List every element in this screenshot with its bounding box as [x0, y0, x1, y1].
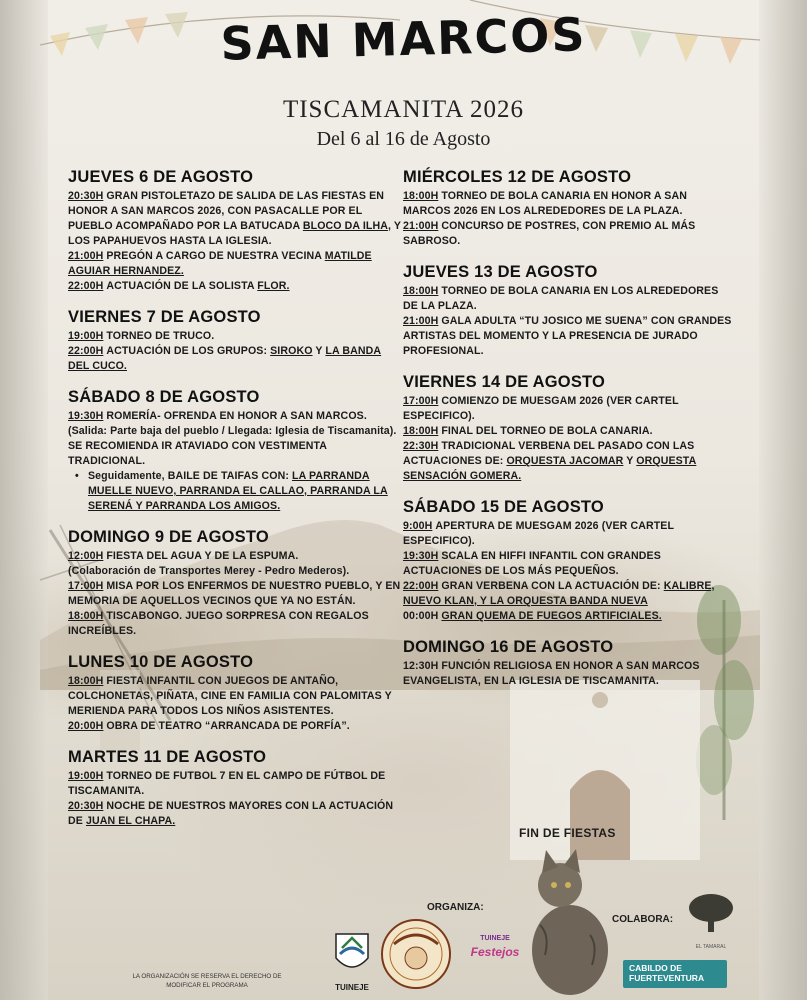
- event-line: [68, 549, 403, 564]
- event-performer: MATILDE AGUIAR HERNANDEZ.: [68, 250, 372, 277]
- event-line: [68, 424, 403, 469]
- event-time: 19:30H: [68, 410, 104, 422]
- tuineje-logo: [330, 928, 374, 992]
- event-text: TORNEO DE BOLA CANARIA EN LOS ALREDEDORES DE LA PLAZA.: [403, 285, 719, 312]
- end-of-festival-label: FIN DE FIESTAS: [519, 826, 616, 840]
- event-performer: KALIBRE, NUEVO KLAN, Y LA ORQUESTA BANDA NUEVA: [403, 580, 715, 607]
- event-text: GALA ADULTA “TU JOSICO ME SUENA” CON GRANDES ARTISTAS DEL MOMENTO Y LA PRESENCIA DE JURADO PROFESIONAL.: [403, 315, 732, 357]
- day-heading: LUNES 10 DE AGOSTO: [68, 653, 254, 671]
- event-text: FINAL DEL TORNEO DE BOLA CANARIA.: [441, 425, 653, 437]
- event-time: 17:00H: [68, 580, 104, 592]
- day-block: [403, 498, 733, 624]
- tuineje-logo-label: TUINEJE: [335, 983, 369, 992]
- event-time: 21:00H: [403, 315, 439, 327]
- event-text: GRAN VERBENA CON LA ACTUACIÓN DE:: [441, 580, 661, 592]
- event-text: GRAN PISTOLETAZO DE SALIDA DE LAS FIESTAS EN HONOR A SAN MARCOS 2026, CON PASACALLE POR EL PUEBLO ACOMPAÑADO POR LA BATUCADA: [68, 190, 385, 232]
- event-line: [403, 519, 733, 549]
- event-performer: GRAN QUEMA DE FUEGOS ARTIFICIALES.: [441, 610, 662, 622]
- event-line: [68, 329, 403, 344]
- right-schedule-column: [403, 168, 733, 703]
- poster-title: SAN MARCOS: [219, 7, 588, 71]
- event-time: 18:00H: [68, 675, 104, 687]
- day-block: [68, 653, 403, 734]
- cabildo-logo: [623, 960, 727, 988]
- event-time: 22:00H: [68, 345, 104, 357]
- event-line: [403, 549, 733, 579]
- event-performer: LA BANDA DEL CUCO.: [68, 345, 382, 372]
- day-block: [403, 168, 733, 249]
- tree-icon: [676, 892, 746, 936]
- san-marcos-fiestas-logo: [380, 918, 452, 990]
- event-text: (Salida: Parte baja del pueblo / Llegada: Iglesia de Tiscamanita). SE RECOMIENDA IR ATAVIADO CON VESTIMENTA TRADICIONAL.: [68, 425, 397, 467]
- event-time: 19:30H: [403, 550, 439, 562]
- day-block: [68, 388, 403, 514]
- event-performer: JUAN EL CHAPA.: [85, 815, 176, 827]
- event-time: 21:00H: [403, 220, 439, 232]
- event-performer: ORQUESTA SENSACIÓN GOMERA.: [403, 455, 697, 482]
- event-time: 22:00H: [68, 280, 104, 292]
- event-line: [403, 189, 733, 219]
- event-time: 9:00H: [403, 520, 433, 532]
- event-text: 12:30H FUNCIÓN RELIGIOSA EN HONOR A SAN MARCOS EVANGELISTA, EN LA IGLESIA DE TISCAMANITA.: [403, 660, 700, 687]
- event-text: TORNEO DE TRUCO.: [106, 330, 215, 342]
- event-line: [68, 609, 403, 639]
- san-marcos-badge-icon: [380, 918, 452, 990]
- event-text: TORNEO DE BOLA CANARIA EN HONOR A SAN MARCOS 2026 EN LOS ALREDEDORES DE LA PLAZA.: [403, 190, 687, 217]
- event-time: 12:00H: [68, 550, 104, 562]
- day-heading: DOMINGO 16 DE AGOSTO: [403, 638, 614, 656]
- event-text: Seguidamente, BAILE DE TAIFAS CON:: [88, 470, 289, 482]
- event-tail: Y: [623, 455, 637, 467]
- event-line: [68, 579, 403, 609]
- event-text: TORNEO DE FUTBOL 7 EN EL CAMPO DE FÚTBOL DE TISCAMANITA.: [68, 770, 386, 797]
- event-time: 20:30H: [68, 800, 104, 812]
- event-text: TISCABONGO. JUEGO SORPRESA CON REGALOS INCREÍBLES.: [68, 610, 369, 637]
- event-text: OBRA DE TEATRO “ARRANCADA DE PORFÍA”.: [106, 720, 350, 732]
- event-line: [403, 284, 733, 314]
- event-text: SCALA EN HIFFI INFANTIL CON GRANDES ACTUACIONES DE LOS MÁS PEQUEÑOS.: [403, 550, 661, 577]
- event-text: (Colaboración de Transportes Merey - Pedro Mederos).: [68, 565, 350, 577]
- event-performer: FLOR.: [257, 280, 290, 292]
- tuineje-shield-icon: [330, 928, 374, 978]
- event-performer: LA PARRANDA MUELLE NUEVO, PARRANDA EL CALLAO, PARRANDA LA SERENÁ Y PARRANDA LOS AMIGOS.: [88, 470, 388, 512]
- event-line: [68, 769, 403, 799]
- day-block: [68, 748, 403, 829]
- event-time: 22:00H: [403, 580, 439, 592]
- event-text: MISA POR LOS ENFERMOS DE NUESTRO PUEBLO, Y EN MEMORIA DE AQUELLOS VECINOS QUE YA NO ESTÁN.: [68, 580, 401, 607]
- event-text: CONCURSO DE POSTRES, CON PREMIO AL MÁS SABROSO.: [403, 220, 696, 247]
- event-text: ROMERÍA- OFRENDA EN HONOR A SAN MARCOS.: [106, 410, 367, 422]
- event-time: 19:00H: [68, 330, 104, 342]
- el-tamaral-logo: [676, 892, 746, 950]
- event-line: [403, 609, 733, 624]
- day-heading: DOMINGO 9 DE AGOSTO: [68, 528, 269, 546]
- event-line: [403, 424, 733, 439]
- event-time: 18:00H: [403, 190, 439, 202]
- event-time: 17:00H: [403, 395, 439, 407]
- event-text: TRADICIONAL VERBENA DEL PASADO CON LAS ACTUACIONES DE:: [403, 440, 695, 467]
- day-heading: MIÉRCOLES 12 DE AGOSTO: [403, 168, 632, 186]
- event-time: 20:30H: [68, 190, 104, 202]
- cabildo-logo-label: CABILDO DE FUERTEVENTURA: [629, 963, 705, 983]
- day-block: [403, 638, 733, 689]
- event-line: [403, 659, 733, 689]
- day-heading: SÁBADO 15 DE AGOSTO: [403, 498, 604, 516]
- day-block: [68, 308, 403, 374]
- event-time: 22:30H: [403, 440, 439, 452]
- cat-photo: [520, 845, 620, 995]
- tuineje-festejos-logo: [460, 935, 530, 975]
- event-tail: Y: [312, 345, 326, 357]
- disclaimer-text: LA ORGANIZACIÓN SE RESERVA EL DERECHO DE MODIFICAR EL PROGRAMA: [132, 973, 282, 989]
- colabora-label: COLABORA:: [612, 914, 674, 925]
- event-time: 20:00H: [68, 720, 104, 732]
- el-tamaral-caption: EL TAMARAL: [695, 944, 727, 950]
- event-line: [403, 439, 733, 484]
- event-bullet: [68, 469, 403, 514]
- day-block: [403, 263, 733, 359]
- event-text: APERTURA DE MUESGAM 2026 (VER CARTEL ESPECIFICO).: [403, 520, 674, 547]
- event-text: NOCHE DE NUESTROS MAYORES CON LA ACTUACIÓN DE: [68, 800, 394, 827]
- day-heading: SÁBADO 8 DE AGOSTO: [68, 388, 260, 406]
- day-heading: VIERNES 14 DE AGOSTO: [403, 373, 606, 391]
- event-line: [68, 674, 403, 719]
- event-line: [68, 564, 403, 579]
- day-block: [68, 528, 403, 639]
- event-text: ACTUACIÓN DE LA SOLISTA: [106, 280, 255, 292]
- event-line: [68, 189, 403, 249]
- event-line: [68, 344, 403, 374]
- event-line: [68, 799, 403, 829]
- event-performer: ORQUESTA JACOMAR: [506, 455, 624, 467]
- event-text: PREGÓN A CARGO DE NUESTRA VECINA: [106, 250, 322, 262]
- festejos-logo-label: Festejos: [470, 945, 520, 959]
- day-heading: VIERNES 7 DE AGOSTO: [68, 308, 261, 326]
- event-text: COMIENZO DE MUESGAM 2026 (VER CARTEL ESPECIFICO).: [403, 395, 679, 422]
- event-time: 21:00H: [68, 250, 104, 262]
- event-text: FIESTA INFANTIL CON JUEGOS DE ANTAÑO, COLCHONETAS, PIÑATA, CINE EN FAMILIA CON PALOMITAS Y MERIENDA PARA TODOS LOS NIÑOS ASISTENTES.: [68, 675, 392, 717]
- event-line: [68, 409, 403, 424]
- day-block: [68, 168, 403, 294]
- event-time: 18:00H: [403, 425, 439, 437]
- event-line: [403, 579, 733, 609]
- left-schedule-column: [68, 168, 403, 843]
- event-text: 00:00H: [403, 610, 439, 622]
- day-heading: JUEVES 6 DE AGOSTO: [68, 168, 254, 186]
- event-line: [68, 279, 403, 294]
- event-time: 18:00H: [403, 285, 439, 297]
- event-line: [68, 719, 403, 734]
- event-line: [403, 219, 733, 249]
- event-time: 18:00H: [68, 610, 104, 622]
- event-performer: BLOCO DA ILHA: [302, 220, 388, 232]
- poster-subtitle: TISCAMANITA 2026: [282, 96, 525, 123]
- day-block: [403, 373, 733, 484]
- event-text: ACTUACIÓN DE LOS GRUPOS:: [106, 345, 268, 357]
- day-heading: JUEVES 13 DE AGOSTO: [403, 263, 598, 281]
- poster-dates: Del 6 al 16 de Agosto: [316, 128, 491, 150]
- event-line: [403, 394, 733, 424]
- event-time: 19:00H: [68, 770, 104, 782]
- festejos-logo-top: TUINEJE: [480, 935, 510, 942]
- event-performer: SIROKO: [270, 345, 313, 357]
- day-heading: MARTES 11 DE AGOSTO: [68, 748, 267, 766]
- organiza-label: ORGANIZA:: [427, 902, 484, 913]
- event-text: FIESTA DEL AGUA Y DE LA ESPUMA.: [106, 550, 299, 562]
- event-line: [68, 249, 403, 279]
- event-line: [403, 314, 733, 359]
- event-tail: , Y LOS PAPAHUEVOS HASTA LA IGLESIA.: [68, 220, 401, 247]
